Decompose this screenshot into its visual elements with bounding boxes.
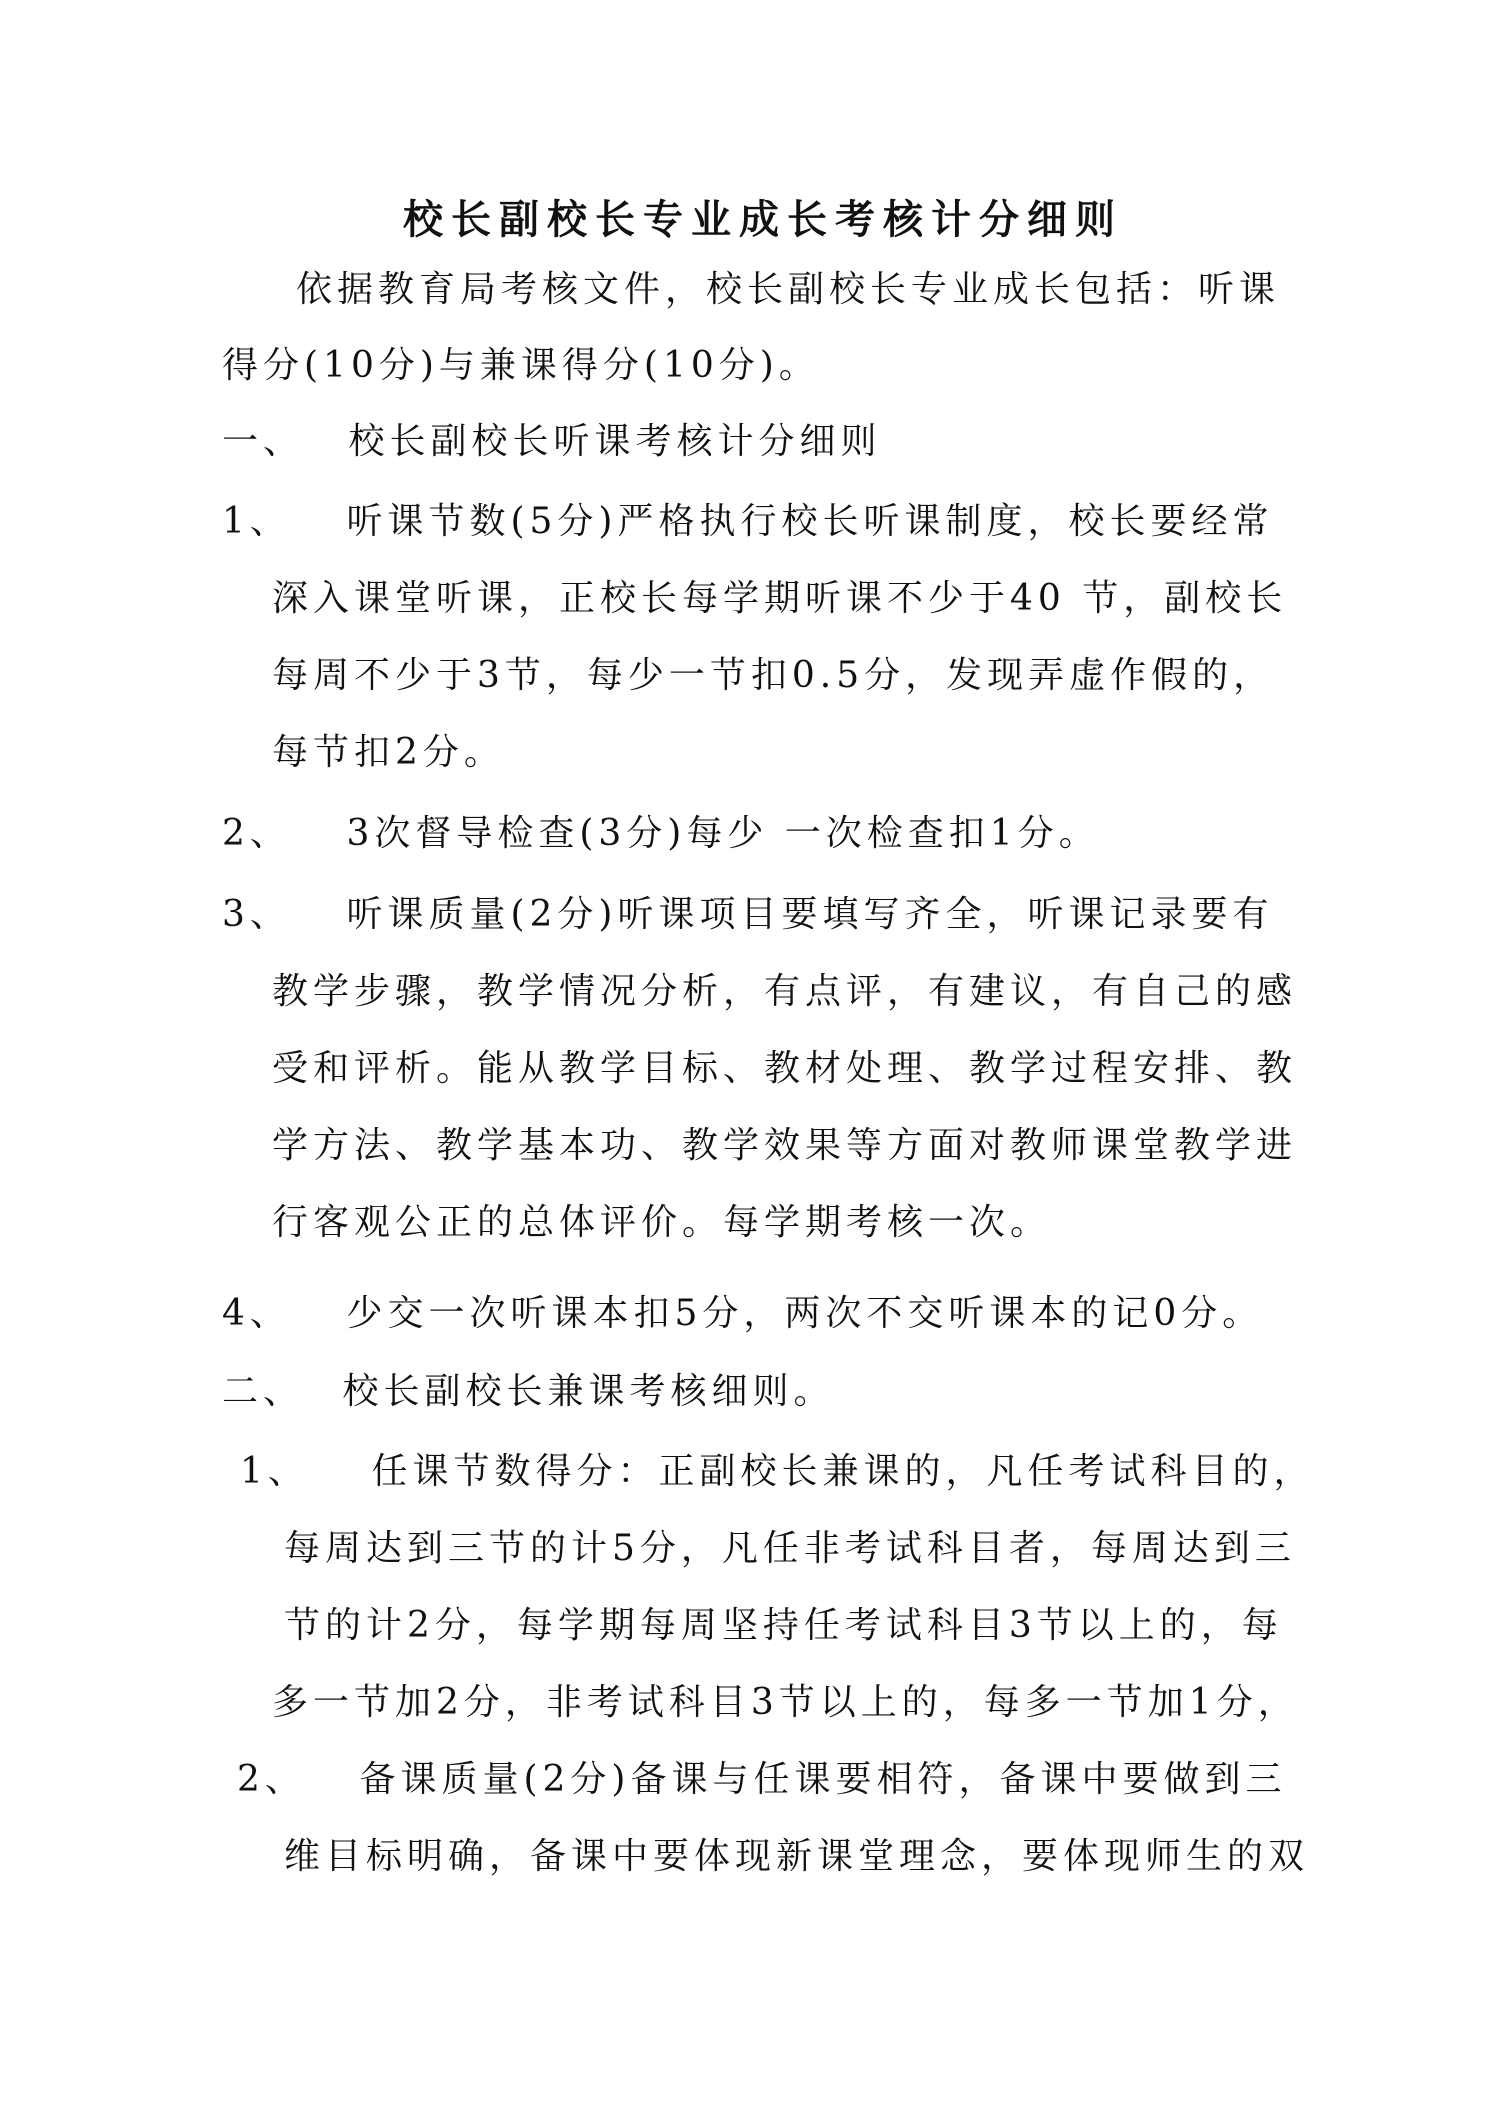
s1-item-1-number: 1、: [222, 501, 291, 542]
s2-item-1-number: 1、: [240, 1451, 309, 1492]
section-1-heading: 校长副校长听课考核计分细则: [348, 421, 882, 462]
s1-item-2-number: 2、: [222, 813, 291, 854]
s1-item-1-line-3: 每周不少于3节，每少一节扣0.5分，发现弄虚作假的，: [272, 655, 1275, 696]
s2-item-1-line-4: 多一节加2分，非考试科目3节以上的，每多一节加1分，: [272, 1682, 1299, 1723]
s2-item-2-row: [237, 1758, 1286, 1802]
s1-item-3-row: [222, 893, 1273, 937]
s2-item-1-row: [240, 1450, 1314, 1494]
s1-item-3-line-4: 学方法、教学基本功、教学效果等方面对教师课堂教学进: [272, 1125, 1298, 1166]
s1-item-3-line-5: 行客观公正的总体评价。每学期考核一次。: [272, 1202, 1052, 1243]
s2-item-2-number: 2、: [237, 1759, 306, 1800]
document-title: 校长副校长专业成长考核计分细则: [403, 197, 1123, 243]
s1-item-1-line-2: 深入课堂听课，正校长每学期听课不少于40 节，副校长: [272, 578, 1288, 619]
s2-item-2-line-1: 备课质量(2分)备课与任课要相符，备课中要做到三: [359, 1759, 1287, 1800]
s1-item-2-line-1: 3次督导检查(3分)每少 一次检查扣1分。: [346, 813, 1100, 854]
s2-item-1-line-3: 节的计2分，每学期每周坚持任考试科目3节以上的，每: [284, 1605, 1283, 1646]
s1-item-4-line-1: 少交一次听课本扣5分，两次不交听课本的记0分。: [346, 1293, 1264, 1334]
s1-item-2-row: [222, 812, 1100, 856]
s1-item-4-number: 4、: [222, 1293, 291, 1334]
section-1-number: 一、: [222, 421, 305, 462]
section-2-heading: 校长副校长兼课考核细则。: [342, 1371, 835, 1412]
s2-item-1-line-1: 任课节数得分：正副校长兼课的，凡任考试科目的，: [371, 1451, 1315, 1492]
s1-item-3-line-1: 听课质量(2分)听课项目要填写齐全，听课记录要有: [346, 894, 1274, 935]
s1-item-1-line-4: 每节扣2分。: [272, 732, 505, 773]
s1-item-1-row: [222, 500, 1273, 544]
s1-item-3-line-2: 教学步骤，教学情况分析，有点评，有建议，有自己的感: [272, 971, 1298, 1012]
section-2-number: 二、: [222, 1371, 305, 1412]
s1-item-4-row: [222, 1292, 1263, 1336]
s2-item-2-line-2: 维目标明确，备课中要体现新课堂理念，要体现师生的双: [284, 1836, 1310, 1877]
s1-item-3-number: 3、: [222, 894, 291, 935]
intro-line-1: 依据教育局考核文件，校长副校长专业成长包括：听课: [296, 269, 1281, 310]
section-1-heading-row: [222, 420, 881, 464]
s1-item-1-line-1: 听课节数(5分)严格执行校长听课制度，校长要经常: [346, 501, 1274, 542]
s2-item-1-line-2: 每周达到三节的计5分，凡任非考试科目者，每周达到三: [284, 1528, 1296, 1569]
intro-line-2: 得分(10分)与兼课得分(10分)。: [222, 345, 820, 386]
s1-item-3-line-3: 受和评析。能从教学目标、教材处理、教学过程安排、教: [272, 1048, 1298, 1089]
section-2-heading-row: [222, 1370, 834, 1414]
